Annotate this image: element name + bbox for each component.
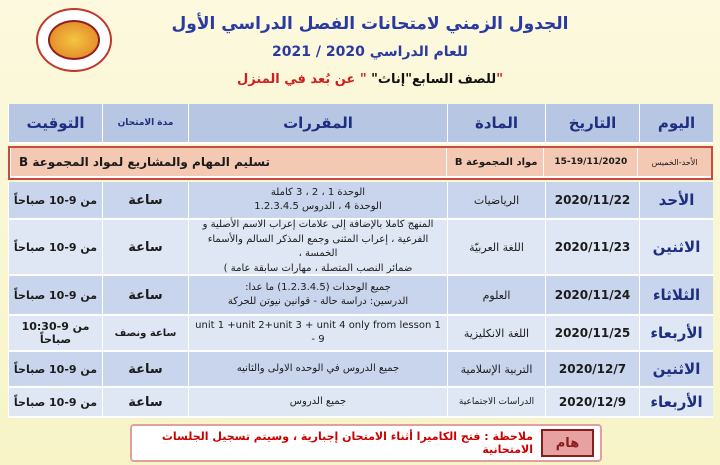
curriculum-line: جميع الدروس في الوحده الاولى والثانيه (236, 362, 400, 374)
row-curriculum (188, 276, 447, 316)
row-curriculum (188, 316, 447, 352)
row-day: الاثنين (639, 220, 713, 276)
curriculum-line: الوحدة 1 ، 2 ، 3 كاملة (270, 186, 366, 198)
row-subject: الدراسات الاجتماعية (447, 388, 545, 418)
header-date: التاريخ (545, 104, 639, 144)
logo-emblem (48, 20, 100, 60)
row-date: 2020/11/22 (545, 182, 639, 220)
row-time: من 9-10 صباحاً (8, 388, 102, 418)
note-text: ملاحظة : فتح الكاميرا أثناء الامتحان إجبارية ، وسيتم تسجيل الجلسات الامتحانية (161, 430, 533, 456)
academic-year: للعام الدراسي 2020 / 2021 (272, 44, 468, 60)
row-duration: ساعة (102, 220, 188, 276)
notice-subject: مواد المجموعة B (446, 148, 544, 178)
table-header (8, 104, 713, 144)
table-row (8, 220, 713, 276)
table-row (8, 276, 713, 316)
row-day: الأحد (639, 182, 713, 220)
class-mode: " عن بُعد في المنزل" (237, 72, 503, 87)
row-subject: العلوم (447, 276, 545, 316)
header-time: التوقيت (8, 104, 102, 144)
curriculum-line: ضمائر النصب المتصلة ، مهارات سابقة عامة ) (223, 262, 413, 274)
row-date: 2020/11/23 (545, 220, 639, 276)
important-note (130, 424, 602, 462)
curriculum-line: جميع الوحدات (1.2.3.4.5) ما عدا: (245, 281, 391, 293)
table-row (8, 388, 713, 418)
page-title: الجدول الزمني لامتحانات الفصل الدراسي الأول (171, 14, 569, 34)
curriculum-line: unit 1 +unit 2+unit 3 + unit 4 only from lesson 1 - 9 (195, 319, 441, 345)
curriculum-line: المنهج كاملا بالإضافة إلى علامات إعراب الاسم الأصلية و (202, 219, 434, 230)
row-duration: ساعة ونصف (102, 316, 188, 352)
curriculum-line: جميع الدروس (289, 395, 347, 407)
exam-table (8, 104, 713, 418)
row-date: 2020/11/24 (545, 276, 639, 316)
row-day: الأربعاء (639, 388, 713, 418)
row-duration: ساعة (102, 276, 188, 316)
header-day: اليوم (639, 104, 713, 144)
class-line (140, 72, 600, 87)
row-duration: ساعة (102, 388, 188, 418)
notice-row (8, 146, 713, 180)
row-day: الاثنين (639, 352, 713, 388)
row-duration: ساعة (102, 352, 188, 388)
row-day: الثلاثاء (639, 276, 713, 316)
class-name: للصف السابع"إناث" (371, 72, 497, 87)
important-badge: هام (541, 429, 594, 457)
row-curriculum (188, 352, 447, 388)
row-curriculum (188, 388, 447, 418)
header-curriculum: المقررات (188, 104, 447, 144)
row-subject: الرياضيات (447, 182, 545, 220)
notice-text: تسليم المهام والمشاريع لمواد المجموعة B (10, 148, 446, 178)
table-row (8, 316, 713, 352)
row-day: الأربعاء (639, 316, 713, 352)
row-subject: التربية الإسلامية (447, 352, 545, 388)
header-subject: المادة (447, 104, 545, 144)
school-logo (36, 8, 112, 72)
table-row (8, 182, 713, 220)
row-date: 2020/12/9 (545, 388, 639, 418)
row-curriculum (188, 182, 447, 220)
row-curriculum (188, 220, 447, 276)
row-time: من 9-10 صباحاً (8, 220, 102, 276)
row-date: 2020/11/25 (545, 316, 639, 352)
row-duration: ساعة (102, 182, 188, 220)
table-row (8, 352, 713, 388)
row-subject: اللغة الانكليزية (447, 316, 545, 352)
row-time: من 9-10 صباحاً (8, 182, 102, 220)
header-duration: مدة الامتحان (102, 104, 188, 144)
notice-day: الأحد-الخميس (637, 148, 711, 178)
row-time: من 9-10:30 صباحاً (8, 316, 102, 352)
row-time: من 9-10 صباحاً (8, 276, 102, 316)
row-time: من 9-10 صباحاً (8, 352, 102, 388)
curriculum-line: الفرعية ، إعراب المثنى وجمع المذكر السالم والأسماء الخمسة ، (207, 233, 429, 259)
curriculum-line: الدرسين: دراسة حالة - قوانين نيوتن للحركة (227, 296, 409, 307)
row-date: 2020/12/7 (545, 352, 639, 388)
curriculum-line: الوحدة 4 ، الدروس 1.2.3.4.5 (254, 201, 382, 212)
row-subject: اللغة العربيّة (447, 220, 545, 276)
notice-date: 15-19/11/2020 (543, 148, 637, 178)
